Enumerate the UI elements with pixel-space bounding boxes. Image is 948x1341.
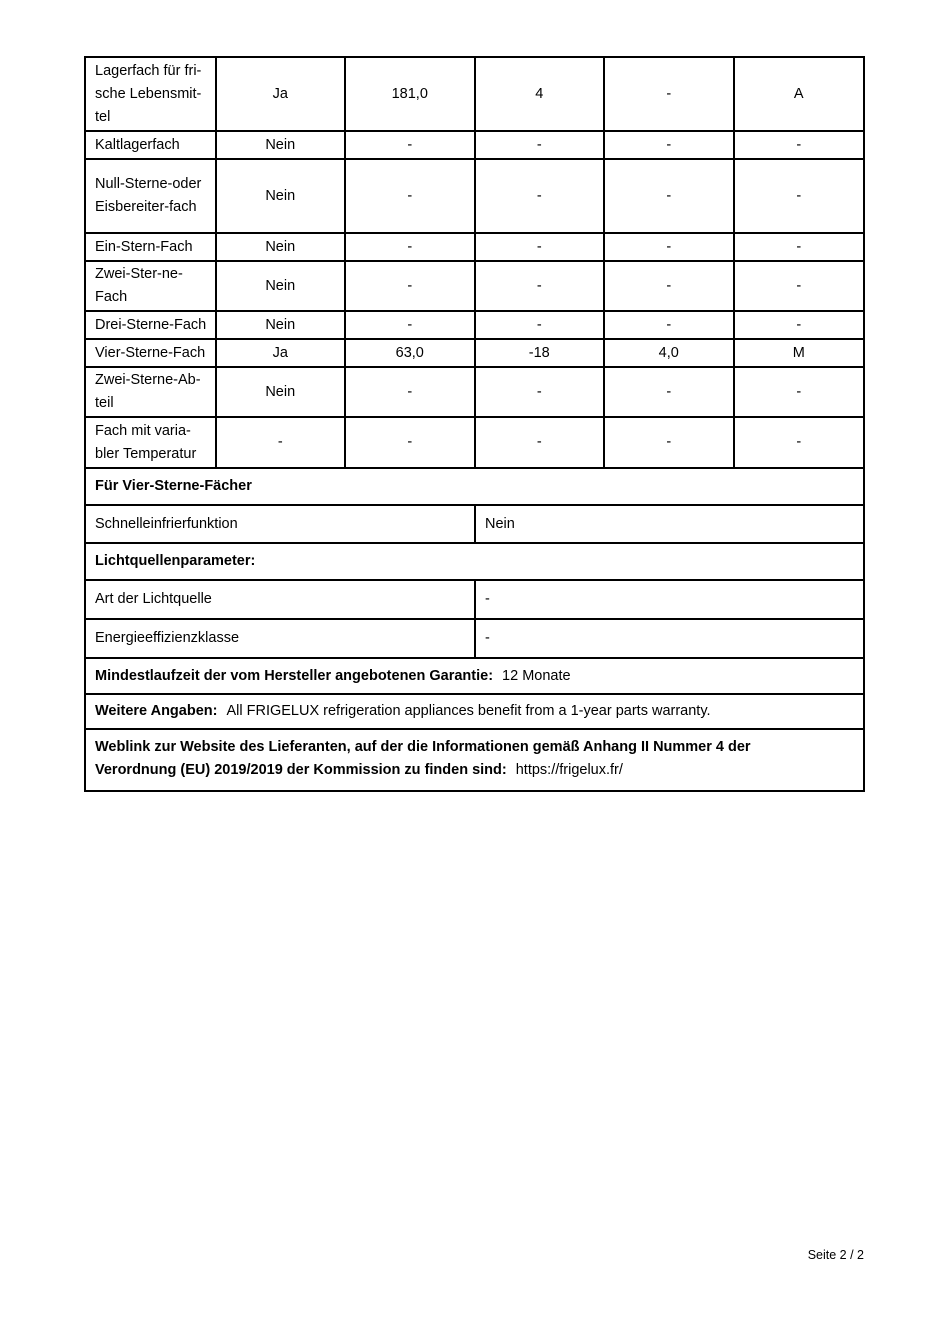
row-value: - xyxy=(796,136,802,153)
row-label: Kaltlagerfach xyxy=(86,132,217,158)
row-label: Null-Sterne-oder Eisbereiter-fach xyxy=(86,160,217,232)
row-value: 181,0 xyxy=(346,58,476,130)
row-value: Nein xyxy=(217,262,347,310)
row-value: Nein xyxy=(217,312,347,338)
row-value: Ja xyxy=(217,58,347,130)
row-label: Fach mit varia-bler Temperatur xyxy=(86,418,217,467)
table-row xyxy=(86,132,863,160)
light-type-label: Art der Lichtquelle xyxy=(86,581,476,618)
row-value: -18 xyxy=(476,340,606,366)
row-value: - xyxy=(796,434,802,450)
row-value: - xyxy=(476,160,606,232)
compartment-table xyxy=(84,56,865,792)
weblink-value[interactable]: https://frigelux.fr/ xyxy=(515,762,623,778)
row-value: - xyxy=(605,418,735,467)
row-value: - xyxy=(346,418,476,467)
row-label: Ein-Stern-Fach xyxy=(86,234,217,260)
four-star-heading: Für Vier-Sterne-Fächer xyxy=(95,478,252,494)
row-label: Zwei-Sterne-Ab-teil xyxy=(86,368,217,416)
row-value: - xyxy=(346,132,476,158)
table-row xyxy=(86,312,863,340)
row-value: - xyxy=(346,262,476,310)
row-label: Zwei-Ster-ne-Fach xyxy=(86,262,217,310)
table-row xyxy=(86,340,863,368)
row-value: - xyxy=(346,234,476,260)
row-value: - xyxy=(346,160,476,232)
row-value: - xyxy=(796,316,802,333)
info-cell xyxy=(86,695,863,728)
page-number: Seite 2 / 2 xyxy=(807,1248,864,1262)
section-heading-row xyxy=(86,469,863,506)
row-value: 63,0 xyxy=(346,340,476,366)
table-row xyxy=(86,262,863,312)
weblink-label: Weblink zur Website des Lieferanten, auf der die Informationen gemäß Anhang II Nummer 4 der Verordnung (EU) 2019/2019 der Kommission zu finden sind: xyxy=(95,739,751,778)
table-row xyxy=(86,234,863,262)
row-value: - xyxy=(346,368,476,416)
row-value: - xyxy=(605,58,735,130)
row-label: Lagerfach für fri-sche Lebensmit-tel xyxy=(86,58,217,130)
row-label: Vier-Sterne-Fach xyxy=(86,340,217,366)
warranty-row xyxy=(86,659,863,695)
row-value: - xyxy=(605,368,735,416)
row-value: - xyxy=(217,418,347,467)
table-row xyxy=(86,418,863,469)
row-value: - xyxy=(605,262,735,310)
warranty-label: Mindestlaufzeit der vom Hersteller angebotenen Garantie: xyxy=(95,667,494,684)
row-value: Nein xyxy=(217,160,347,232)
row-value: - xyxy=(796,277,802,294)
table-row xyxy=(86,160,863,234)
row-value: - xyxy=(346,312,476,338)
row-value: A xyxy=(793,85,804,102)
row-value: Nein xyxy=(217,132,347,158)
weblink-cell xyxy=(86,730,863,790)
row-value: - xyxy=(476,262,606,310)
quick-freeze-label: Schnelleinfrierfunktion xyxy=(86,506,476,542)
light-heading: Lichtquellenparameter: xyxy=(95,553,256,569)
energy-class-value: - xyxy=(485,630,490,646)
section-heading-row xyxy=(86,544,863,581)
row-value: Ja xyxy=(217,340,347,366)
row-value: - xyxy=(605,234,735,260)
light-type-value: - xyxy=(485,591,490,607)
row-value: - xyxy=(476,368,606,416)
row-value: Nein xyxy=(217,368,347,416)
row-value: - xyxy=(796,238,802,255)
info-row xyxy=(86,695,863,730)
row-value: - xyxy=(796,383,802,400)
row-value: - xyxy=(476,132,606,158)
energy-class-row xyxy=(86,620,863,659)
row-value: - xyxy=(476,418,606,467)
row-value: - xyxy=(605,312,735,338)
row-value: - xyxy=(605,132,735,158)
quick-freeze-row xyxy=(86,506,863,544)
row-value: Nein xyxy=(217,234,347,260)
row-value: - xyxy=(796,187,802,204)
row-value: - xyxy=(605,160,735,232)
table-row xyxy=(86,368,863,418)
light-type-row xyxy=(86,581,863,620)
row-value: - xyxy=(476,312,606,338)
table-row xyxy=(86,58,863,132)
energy-class-label: Energieeffizienzklasse xyxy=(86,620,476,657)
row-value: 4,0 xyxy=(605,340,735,366)
warranty-cell xyxy=(86,659,863,693)
warranty-value: 12 Monate xyxy=(502,667,571,684)
info-value: All FRIGELUX refrigeration appliances benefit from a 1-year parts warranty. xyxy=(226,703,711,719)
row-value: - xyxy=(476,234,606,260)
row-label: Drei-Sterne-Fach xyxy=(86,312,217,338)
row-value: M xyxy=(792,344,805,361)
info-label: Weitere Angaben: xyxy=(95,703,218,719)
weblink-row xyxy=(86,730,863,790)
quick-freeze-value: Nein xyxy=(485,515,515,532)
row-value: 4 xyxy=(476,58,606,130)
